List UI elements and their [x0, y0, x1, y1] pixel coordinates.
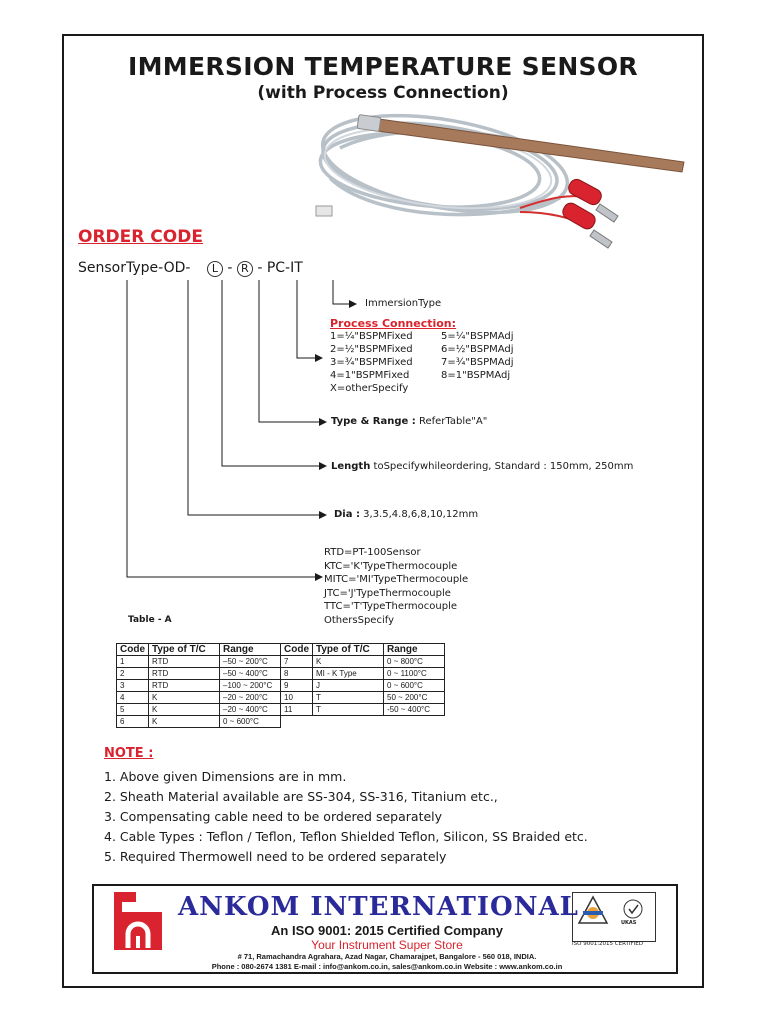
company-name: ANKOM INTERNATIONAL — [178, 892, 579, 922]
sensor-type-item: JTC='J'TypeThermocouple — [324, 587, 451, 599]
table-header: Type of T/C — [313, 644, 384, 656]
process-option: 5=¼"BSPMAdj — [441, 331, 514, 342]
type-range-label: Type & Range : — [331, 416, 416, 427]
sensor-type-list — [324, 546, 468, 627]
table-cell: 1 — [117, 656, 149, 668]
dia-label: Dia : — [334, 509, 360, 520]
length-label: Length — [331, 461, 371, 472]
table-header: Code — [281, 644, 313, 656]
process-option: 1=¼"BSPMFixed — [330, 331, 413, 342]
process-connection-left — [330, 330, 413, 395]
table-cell: 50 ~ 200°C — [384, 692, 445, 704]
length-value: toSpecifywhileordering, Standard : 150mm, 250mm — [373, 461, 634, 472]
note-item: 2. Sheath Material available are SS-304, SS-316, Titanium etc., — [104, 789, 498, 804]
table-header: Range — [220, 644, 281, 656]
code-sep-1: - — [227, 260, 233, 276]
table-cell: –100 ~ 200°C — [220, 680, 281, 692]
iso-certified-text: An ISO 9001: 2015 Certified Company — [271, 923, 503, 938]
contact-details: Phone : 080-2674 1381 E-mail : info@ankom.co.in, sales@ankom.co.in Website : www.ankom.co.in — [211, 962, 563, 971]
table-row — [117, 692, 445, 704]
note-item: 3. Compensating cable need to be ordered separately — [104, 809, 443, 824]
table-cell: 0 ~ 800°C — [384, 656, 445, 668]
table-cell: K — [149, 704, 220, 716]
table-cell: T — [313, 704, 384, 716]
sensor-type-item: RTD=PT-100Sensor — [324, 547, 421, 558]
notes-list — [104, 767, 588, 867]
table-row — [117, 680, 445, 692]
process-option: 2=½"BSPMFixed — [330, 344, 413, 355]
table-cell: MI - K Type — [313, 668, 384, 680]
process-connection-right — [441, 330, 514, 382]
table-row — [117, 716, 445, 728]
table-cell: –50 ~ 400°C — [220, 668, 281, 680]
table-cell: 0 ~ 600°C — [220, 716, 281, 728]
type-range-line — [331, 416, 487, 427]
table-row — [117, 656, 445, 668]
code-L-circle: L — [207, 261, 223, 277]
table-cell: 4 — [117, 692, 149, 704]
code-prefix: SensorType-OD- — [78, 260, 191, 276]
table-caption: Table - A — [128, 615, 172, 625]
table-cell: RTD — [149, 680, 220, 692]
note-item: 4. Cable Types : Teflon / Teflon, Teflon Shielded Teflon, Silicon, SS Braided etc. — [104, 829, 588, 844]
table-cell: –50 ~ 200°C — [220, 656, 281, 668]
table-cell: RTD — [149, 656, 220, 668]
table-header: Code — [117, 644, 149, 656]
table-cell: 5 — [117, 704, 149, 716]
table-cell: –20 ~ 400°C — [220, 704, 281, 716]
table-cell: 9 — [281, 680, 313, 692]
table-cell: 7 — [281, 656, 313, 668]
table-cell: RTD — [149, 668, 220, 680]
process-option: 7=¾"BSPMAdj — [441, 357, 514, 368]
table-header-row — [117, 644, 445, 656]
process-connection-heading: Process Connection: — [330, 317, 457, 330]
table-cell: K — [149, 716, 220, 728]
table-cell: 0 ~ 600°C — [384, 680, 445, 692]
table-cell-empty — [281, 716, 445, 728]
iso-badge-label: ISO 9001:2015 CERTIFIED — [572, 941, 644, 947]
process-option: X=otherSpecify — [330, 383, 409, 394]
table-row — [117, 704, 445, 716]
table-cell: -50 ~ 400°C — [384, 704, 445, 716]
order-code-heading: ORDER CODE — [78, 227, 203, 247]
process-option: 6=½"BSPMAdj — [441, 344, 514, 355]
footer-box — [92, 884, 678, 974]
certification-badges — [572, 892, 656, 942]
sensor-type-item: OthersSpecify — [324, 614, 394, 626]
cert-seal-icon — [573, 893, 655, 933]
note-heading: NOTE : — [104, 746, 154, 761]
table-header: Range — [384, 644, 445, 656]
immersion-type-label: ImmersionType — [365, 298, 442, 309]
table-cell: T — [313, 692, 384, 704]
type-range-table — [116, 643, 445, 728]
code-R-circle: R — [237, 261, 253, 277]
page-title: IMMERSION TEMPERATURE SENSOR — [128, 52, 638, 81]
code-sep-2: - — [257, 260, 263, 276]
table-header: Type of T/C — [149, 644, 220, 656]
ukas-label: UKAS — [621, 920, 637, 926]
table-cell: 6 — [117, 716, 149, 728]
table-cell: 2 — [117, 668, 149, 680]
table-cell: 11 — [281, 704, 313, 716]
process-option: 4=1"BSPMFixed — [330, 370, 410, 381]
table-cell: –20 ~ 200°C — [220, 692, 281, 704]
table-cell: 10 — [281, 692, 313, 704]
process-option: 3=¾"BSPMFixed — [330, 357, 413, 368]
tagline: Your Instrument Super Store — [311, 938, 463, 952]
table-cell: K — [149, 692, 220, 704]
dia-line — [334, 509, 478, 520]
table-cell: 0 ~ 1100°C — [384, 668, 445, 680]
page-subtitle: (with Process Connection) — [257, 83, 509, 103]
code-suffix: PC-IT — [266, 260, 303, 276]
length-line — [331, 461, 633, 472]
process-option: 8=1"BSPMAdj — [441, 370, 511, 381]
type-range-value: ReferTable"A" — [418, 416, 488, 427]
sensor-type-item: MITC='MI'TypeThermocouple — [324, 574, 469, 585]
table-row — [117, 668, 445, 680]
dia-value: 3,3.5,4.8,6,8,10,12mm — [363, 509, 479, 520]
sensor-type-item: TTC='T'TypeThermocouple — [324, 601, 458, 612]
note-item: 1. Above given Dimensions are in mm. — [104, 769, 347, 784]
address: # 71, Ramachandra Agrahara, Azad Nagar, Chamarajpet, Bangalore - 560 018, INDIA. — [237, 952, 537, 961]
table-cell: 8 — [281, 668, 313, 680]
sensor-type-item: KTC='K'TypeThermocouple — [324, 560, 458, 572]
table-cell: K — [313, 656, 384, 668]
note-item: 5. Required Thermowell need to be ordered separately — [104, 849, 447, 864]
table-cell: J — [313, 680, 384, 692]
table-cell: 3 — [117, 680, 149, 692]
